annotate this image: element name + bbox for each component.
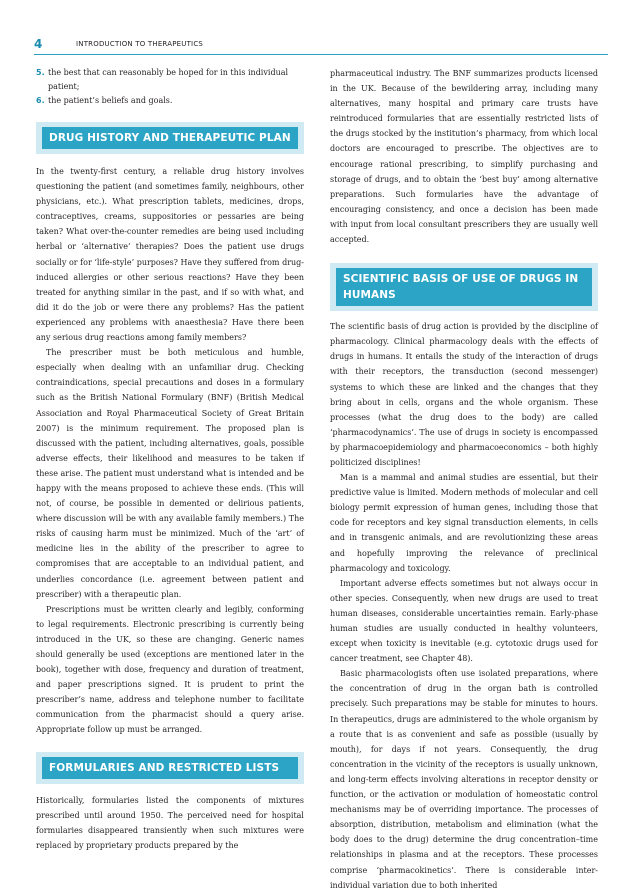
paragraph: Prescriptions must be written clearly and legibly, conforming to legal requirements. Electronic prescribing is currently being introduced in the UK, so these are changing. Generic names should generally be used (exceptions are mentioned later in the book), together with dose, frequency and duration of treatment, and paper prescriptions signed. It is prudent to print the prescriber’s name, address and telephone number to facilitate communication from the pharmacist should a query arise. Appropriate follow up must be arranged. <box>36 604 304 735</box>
numbered-list <box>36 66 304 108</box>
paragraph: Man is a mammal and animal studies are essential, but their predictive value is limited. Modern methods of molecular and cell biology permit expression of human genes, including those that code for receptors and key signal transduction elements, in cells and in transgenic animals, and are revolutionizing these areas and hopefully improving the relevance of preclinical pharmacology and toxicology. <box>330 473 598 573</box>
left-column <box>36 66 304 853</box>
list-item-number: 6. <box>36 96 45 105</box>
right-column <box>330 66 598 893</box>
paragraph: Historically, formularies listed the components of mixtures prescribed until around 1950. The perceived need for hospital formularies disappeared transiently when such mixtures were replaced by proprietary products prepared by the <box>36 795 304 850</box>
section-heading-formularies <box>36 752 304 784</box>
section-heading-drug-history <box>36 122 304 154</box>
paragraph: The scientific basis of drug action is provided by the discipline of pharmacology. Clinical pharmacology deals with the effects of drugs in humans. It entails the study of the interaction of drugs with their receptors, the transduction (second messenger) systems to which these are linked and the changes that they bring about in cells, organs and the whole organism. These processes (what the drug does to the body) are called ‘pharmacodynamics’. The use of drugs in society is encompassed by pharmacoepidemiology and pharmacoeconomics – both highly politicized disciplines! <box>330 322 598 467</box>
section-heading-scientific-basis <box>330 263 598 311</box>
section-title: DRUG HISTORY AND THERAPEUTIC PLAN <box>42 127 298 149</box>
list-item <box>36 66 304 94</box>
list-item-text: the best that can reasonably be hoped for in this individual patient; <box>48 68 289 91</box>
paragraph: Important adverse effects sometimes but not always occur in other species. Consequently, when new drugs are used to treat human diseases, considerable uncertainties remain. Early-phase human studies are usually conducted in healthy volunteers, except when toxicity is inevitable (e.g. cytotoxic drugs used for cancer treatment, see Chapter 48). <box>330 578 598 664</box>
list-item-text: the patient’s beliefs and goals. <box>48 96 173 105</box>
list-item <box>36 94 304 108</box>
section-title: SCIENTIFIC BASIS OF USE OF DRUGS IN HUMANS <box>336 268 592 306</box>
running-head: INTRODUCTION TO THERAPEUTICS <box>76 40 204 48</box>
paragraph: The prescriber must be both meticulous and humble, especially when dealing with an unfamiliar drug. Checking contraindications, special precautions and doses in a formulary such as the British National Formulary (BNF) (British Medical Association and Royal Pharmaceutical Society of Great Britain 2007) is the minimum requirement. The proposed plan is discussed with the patient, including alternatives, goals, possible adverse effects, their likelihood and measures to be taken if these arise. The patient must understand what is intended and be happy with the means proposed to achieve these ends. (This will not, of course, be possible in demented or delirious patients, where discussion will be with any available family members.) The risks of causing harm must be minimized. Much of the ‘art’ of medicine lies in the ability of the prescriber to agree to compromises that are acceptable to an individual patient, and underlies concordance (i.e. agreement between patient and prescriber) with a therapeutic plan. <box>36 348 304 599</box>
paragraph: In the twenty-first century, a reliable drug history involves questioning the patient (and sometimes family, neighbours, other physicians, etc.). What prescription tablets, medicines, drops, contraceptives, creams, suppositories or pessaries are being taken? What over-the-counter remedies are being used including herbal or ‘alternative’ therapies? Does the patient use drugs socially or for ‘life-style’ purposes? Have they suffered from drug-induced allergies or other serious reactions? Have they been treated for anything similar in the past, and if so with what, and did it do the job or were there any problems? Has the patient experienced any problems with anaesthesia? Have there been any serious drug reactions among family members? <box>36 167 304 343</box>
paragraph: pharmaceutical industry. The BNF summarizes products licensed in the UK. Because of the bewildering array, including many alternatives, many hospital and primary care trusts have reintroduced formularies that are essentially restricted lists of the drugs stocked by the institution’s pharmacy, from which local doctors are encouraged to prescribe. The objectives are to encourage rational prescribing, to simplify purchasing and storage of drugs, and to obtain the ‘best buy’ among alternative preparations. Such formularies have the advantage of encouraging consistency, and once a decision has been made with input from local consultant prescribers they are usually well accepted. <box>330 69 598 245</box>
paragraph: Basic pharmacologists often use isolated preparations, where the concentration of drug in the organ bath is controlled precisely. Such preparations may be stable for minutes to hours. In therapeutics, drugs are administered to the whole organism by a route that is as convenient and safe as possible (usually by mouth), for days if not years. Consequently, the drug concentration in the vicinity of the receptors is usually unknown, and long-term effects involving alterations in receptor density or function, or the activation or modulation of homeostatic control mechanisms may be of overriding importance. The processes of absorption, distribution, metabolism and elimination (what the body does to the drug) determine the drug concentration–time relationships in plasma and at the receptors. These processes comprise ‘pharmacokinetics’. There is considerable inter-individual variation due to both inherited <box>330 669 598 890</box>
list-item-number: 5. <box>36 68 45 77</box>
page-header <box>34 36 608 55</box>
page-number: 4 <box>34 37 43 51</box>
section-title: FORMULARIES AND RESTRICTED LISTS <box>42 757 298 779</box>
